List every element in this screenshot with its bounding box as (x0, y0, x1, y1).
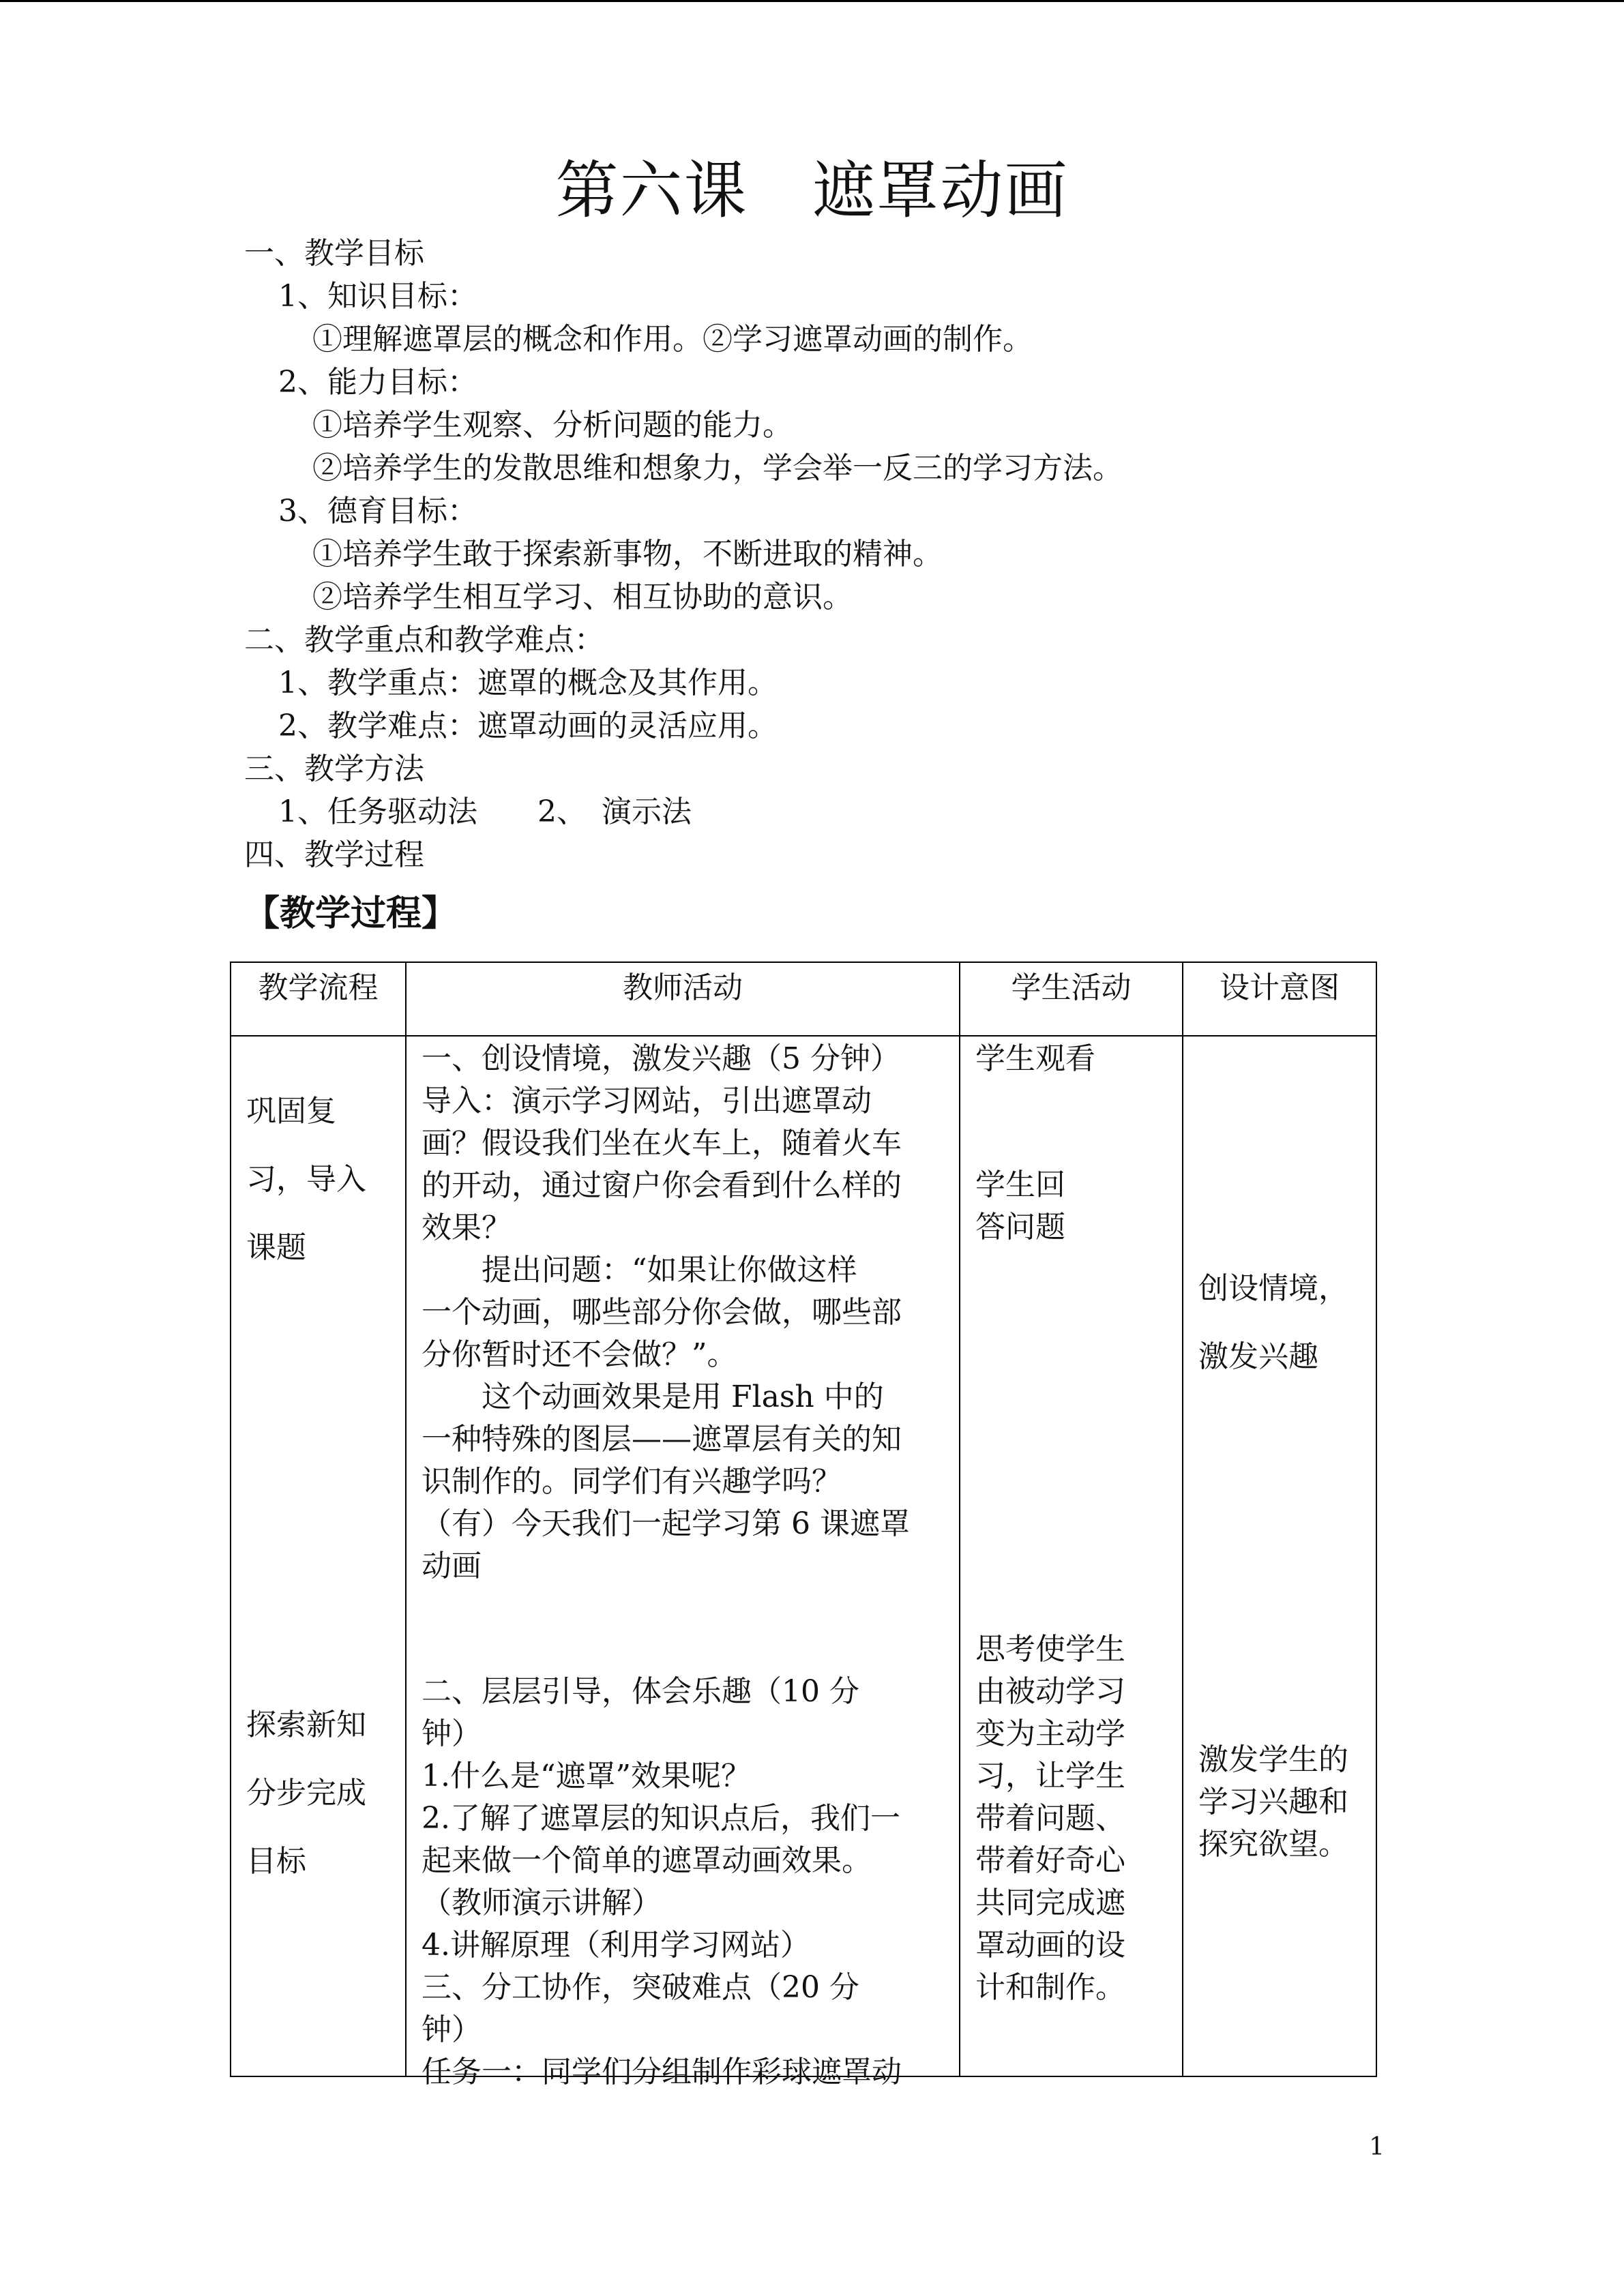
flow-block-explore: 探索新知 分步完成 目标 (246, 1708, 366, 1879)
outline-item: ①培养学生敢于探索新事物，不断进取的精神。 (312, 537, 943, 571)
outline-item: ①培养学生观察、分析问题的能力。 (312, 408, 793, 443)
teacher-block-explore: 二、层层引导，体会乐趣（10 分 钟） 1.什么是“遮罩”效果呢？ 2.了解了遮罩层的知识点后，我们一 起来做一个简单的遮罩动画效果。 （教师演示讲解） 4.讲解原理（利用学习网站） 三、分工协作，突破难点（20 分 钟） 任务一：同学们分组制作彩球遮罩动 (422, 1674, 902, 2089)
student-block-watch: 学生观看 (975, 1041, 1095, 1076)
header-design-intent: 设计意图 (1183, 962, 1376, 1036)
intent-block-1: 创设情境， 激发兴趣 (1198, 1271, 1348, 1374)
design-intent-cell (1183, 1036, 1376, 2076)
outline-item: 3、德育目标： (278, 494, 477, 528)
intent-block-2: 激发学生的 学习兴趣和 探究欲望。 (1198, 1742, 1348, 1862)
outline-item: 1、教学重点：遮罩的概念及其作用。 (278, 666, 778, 700)
table-header-row (231, 962, 1376, 1036)
outline-item: 2、教学难点：遮罩动画的灵活应用。 (278, 709, 778, 743)
lesson-title: 第六课 遮罩动画 (555, 154, 1069, 227)
process-table (230, 961, 1377, 2089)
header-flow: 教学流程 (231, 962, 406, 1036)
outline-item: ②培养学生的发散思维和想象力，学会举一反三的学习方法。 (312, 451, 1123, 486)
flow-cell (231, 1036, 406, 2076)
teacher-activity-cell (406, 1036, 960, 2089)
table-row (231, 1036, 1376, 2076)
outline-section-1: 一、教学目标 (244, 236, 424, 271)
process-heading: 【教学过程】 (244, 893, 458, 934)
outline-section-2: 二、教学重点和教学难点： (244, 623, 604, 657)
outline-item: ①理解遮罩层的概念和作用。②学习遮罩动画的制作。 (312, 322, 1033, 357)
top-border-line (0, 0, 1624, 2)
outline-section-4: 四、教学过程 (244, 837, 424, 872)
flow-block-review: 巩固复 习，导入 课题 (246, 1094, 366, 1265)
student-block-answer: 学生回 答问题 (975, 1167, 1065, 1244)
outline-item: ②培养学生相互学习、相互协助的意识。 (312, 580, 853, 614)
header-teacher-activity: 教师活动 (406, 962, 960, 1036)
header-student-activity: 学生活动 (960, 962, 1183, 1036)
outline-item: 2、能力目标： (278, 365, 477, 400)
outline-item: 1、知识目标： (278, 279, 477, 314)
student-block-think: 思考使学生 由被动学习 变为主动学 习，让学生 带着问题、 带着好奇心 共同完成遮 罩动画的设 计和制作。 (975, 1632, 1125, 2005)
outline-item: 1、任务驱动法 2、 演示法 (278, 794, 692, 829)
teacher-block-intro: 一、创设情境，激发兴趣（5 分钟） 导入：演示学习网站，引出遮罩动 画？假设我们坐在火车上，随着火车 的开动，通过窗户你会看到什么样的 效果？ 提出问题：“如果让你做这样 一个动画，哪些部分你会做，哪些部 分你暂时还不会做？”。 这个动画效果是用 Flash 中的 一种特殊的图层——遮罩层有关的知 识制作的。同学们有兴趣学吗？ （有）今天我们一起学习第 6 课遮罩 动画 (422, 1041, 910, 1583)
outline-section-3: 三、教学方法 (244, 751, 424, 786)
student-activity-cell (960, 1036, 1183, 2076)
page-number: 1 (1369, 2133, 1385, 2161)
